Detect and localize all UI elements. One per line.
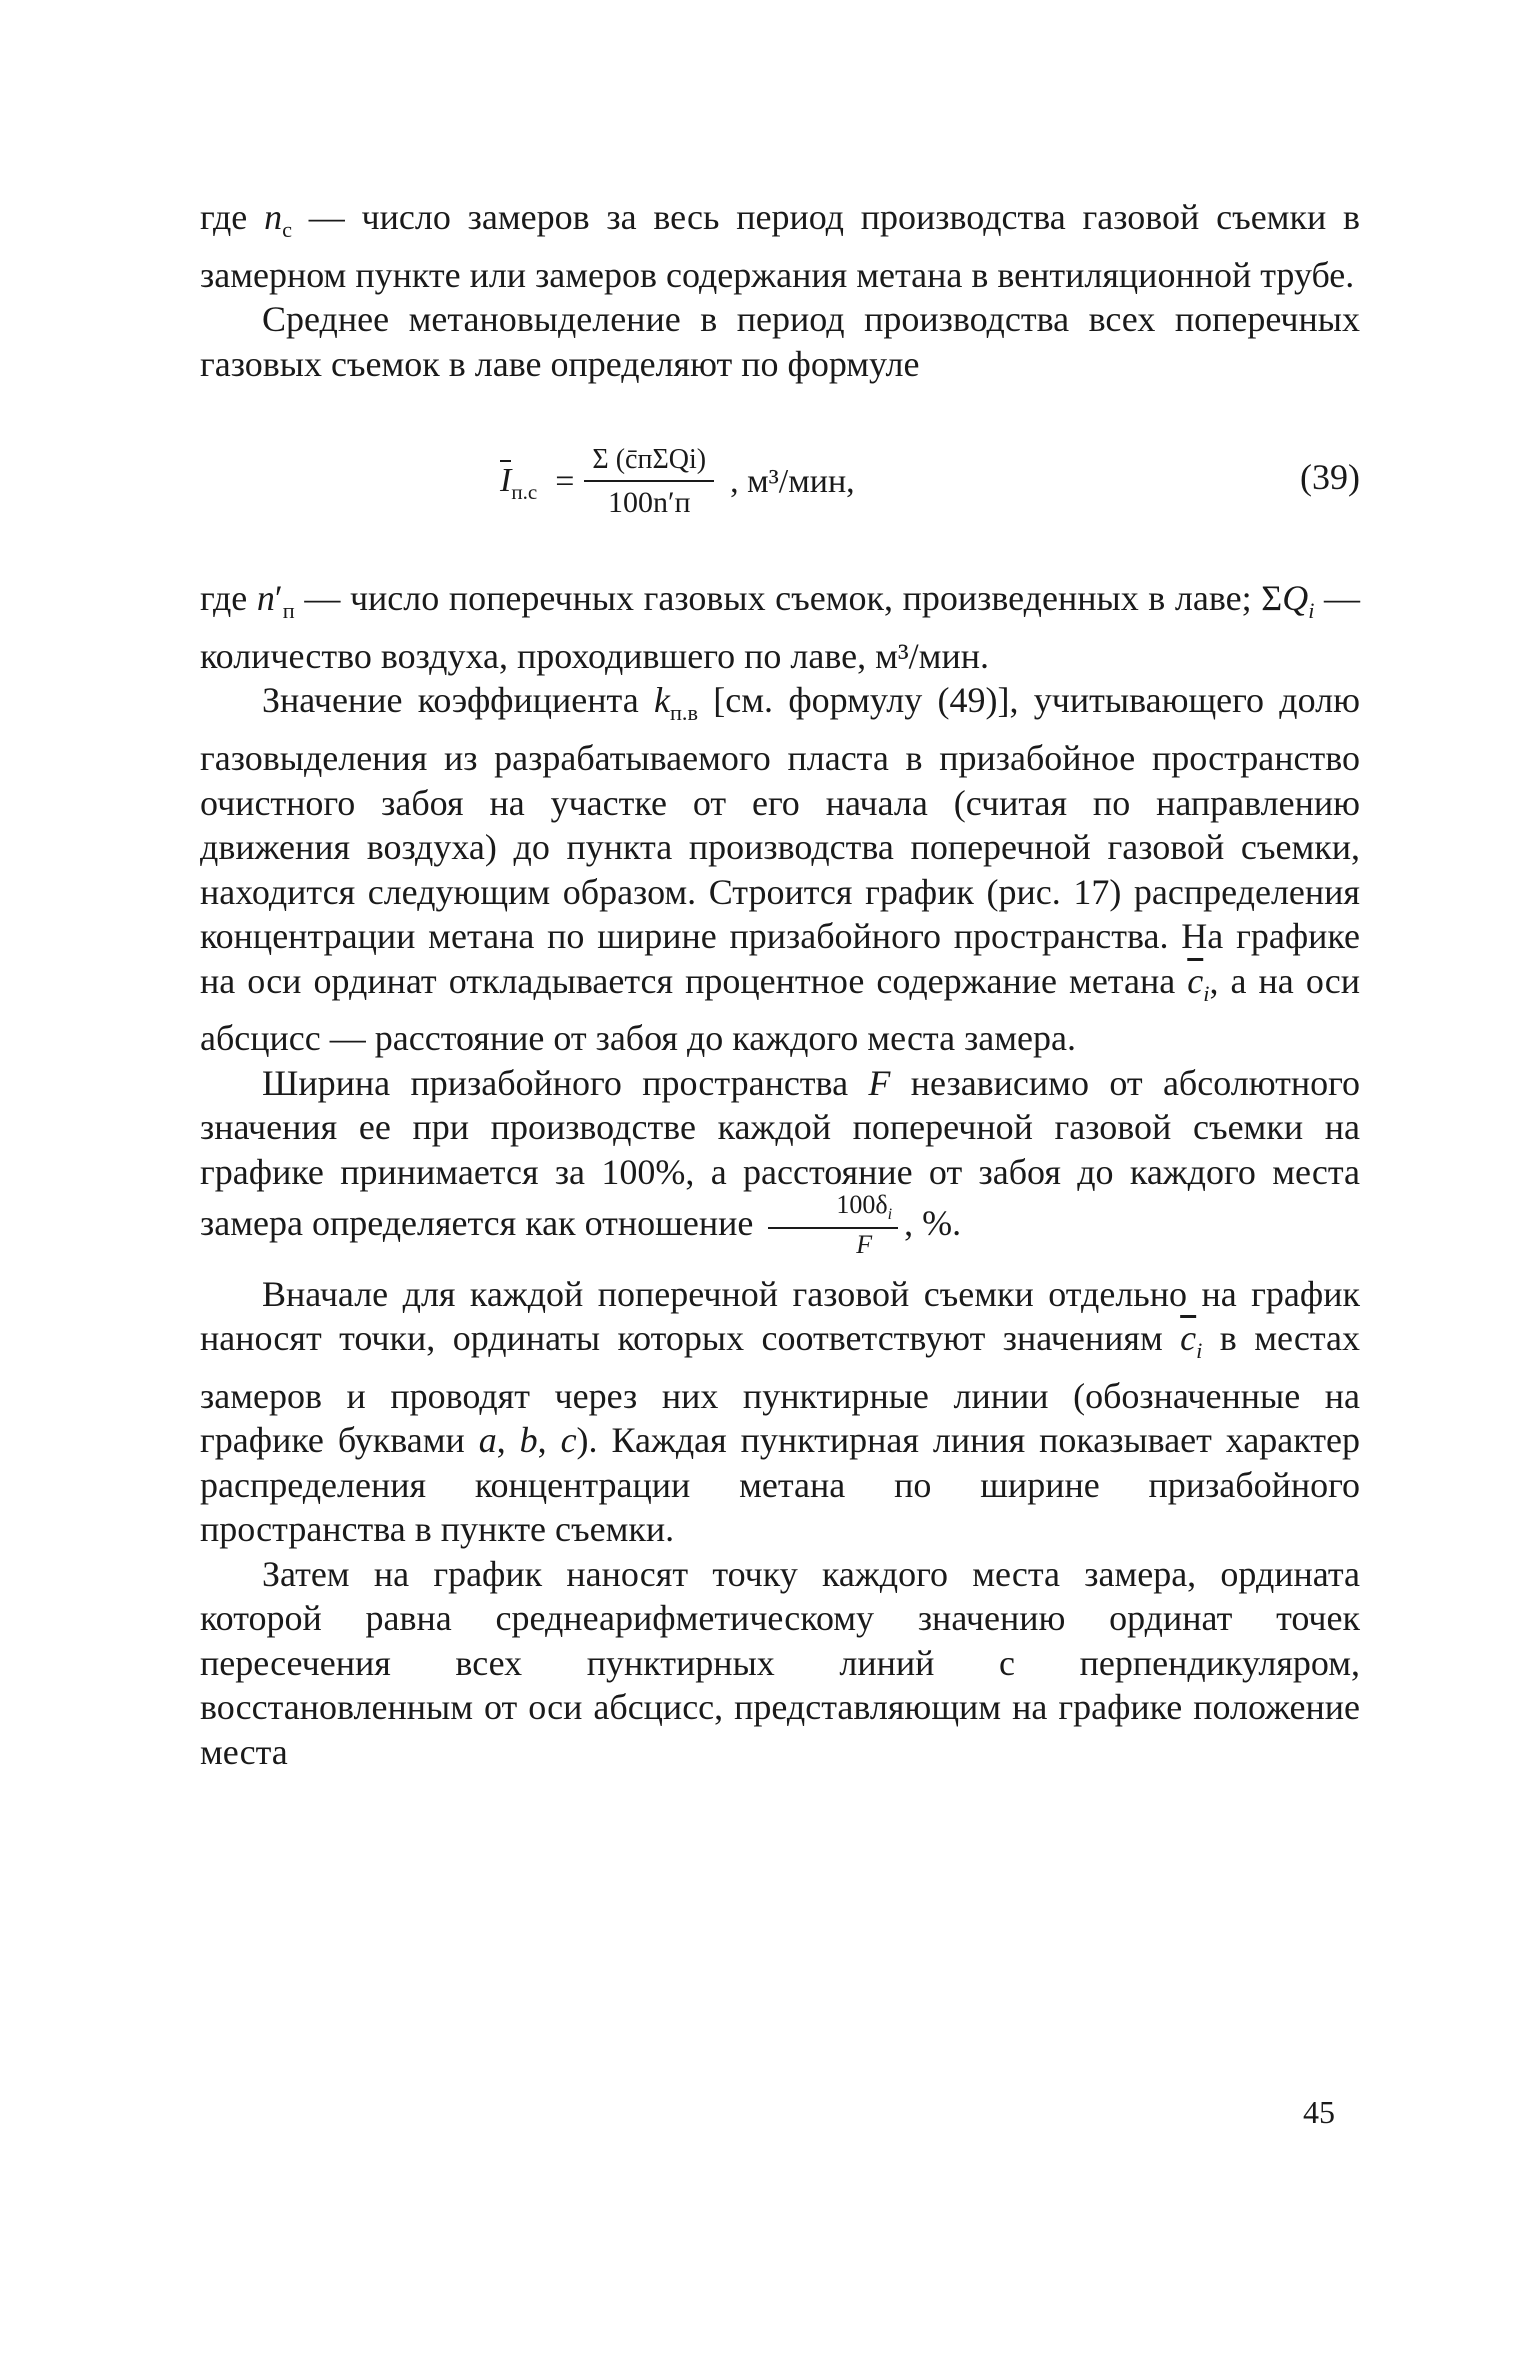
paragraph-3: где $n'_п$ — число поперечных газовых съемок, произведенных в лаве; $\Sigma Q_i$ — количество воздуха, проходившего по лаве, м³/мин. — [200, 578, 1361, 676]
formula-lhs-sub: п.с — [511, 479, 538, 504]
formula-39 — [200, 422, 1360, 542]
page-number: 45 — [1303, 2094, 1335, 2130]
formula-units: , м³/мин, — [730, 463, 855, 501]
formula-lhs-symbol: I — [500, 461, 512, 499]
formula-lhs — [500, 460, 537, 505]
paragraph-5: Ширина призабойного пространства F независимо от абсолютного значения ее при производстве каждой поперечной газовой съемки на графике принимается за 100%, а расстояние от забоя до каждого места замера определяется как отношение $\frac{100\delta_i}{F}$ , %. — [200, 1062, 1361, 1259]
equation-number: (39) — [1300, 457, 1360, 498]
formula-denominator: 100n′п — [607, 486, 691, 520]
paragraph-4: Значение коэффициента $k_{п.в}$ [см. формулу (49)], учитывающего долю газовыделения из разрабатываемого пласта в призабойное пространство очистного забоя на участке от его начала (считая по направлению движения воздуха) до пункта производства поперечной газовой съемки, находится следующим образом. Строится график (рис. 17) распределения концентрации метана по ширине призабойного пространства. На графике на оси ординат откладывается процентное содержание метана $\overline{c}_i$, а на оси абсцисс — расстояние от забоя до каждого места замера. — [200, 680, 1361, 1059]
formula-equals: = — [555, 463, 575, 501]
formula-fraction — [584, 444, 714, 520]
inline-fraction: $\frac{100\delta_i}{F}$ — [768, 1192, 898, 1257]
formula-numerator: Σ (c̄пΣQi) — [584, 444, 714, 482]
paragraph-1: где $n_с$ — число замеров за весь период производства газовой съемки в замерном пункте или замеров содержания метана в вентиляционной трубе. — [200, 197, 1360, 295]
paragraph-2: Среднее метановыделение в период производства всех поперечных газовых съемок в лаве определяют по формуле — [200, 299, 1360, 384]
paragraph-7: Затем на график наносят точку каждого места замера, ордината которой равна среднеарифметическому значению ординат точек пересечения всех пунктирных линий с перпендикуляром, восстановленным от оси абсцисс, представляющим на графике положение места — [200, 1553, 1360, 1772]
paragraph-6: Вначале для каждой поперечной газовой съемки отдельно на график наносят точки, ординаты которых соответствуют значениям $\overline{c}_i$ в местах замеров и проводят через них пунктирные линии (обозначенные на графике буквами a, b, c). Каждая пунктирная линия показывает характер распределения концентрации метана по ширине призабойного пространства в пункте съемки. — [200, 1273, 1361, 1550]
formula-body — [500, 422, 855, 542]
page-text — [200, 195, 1360, 1774]
